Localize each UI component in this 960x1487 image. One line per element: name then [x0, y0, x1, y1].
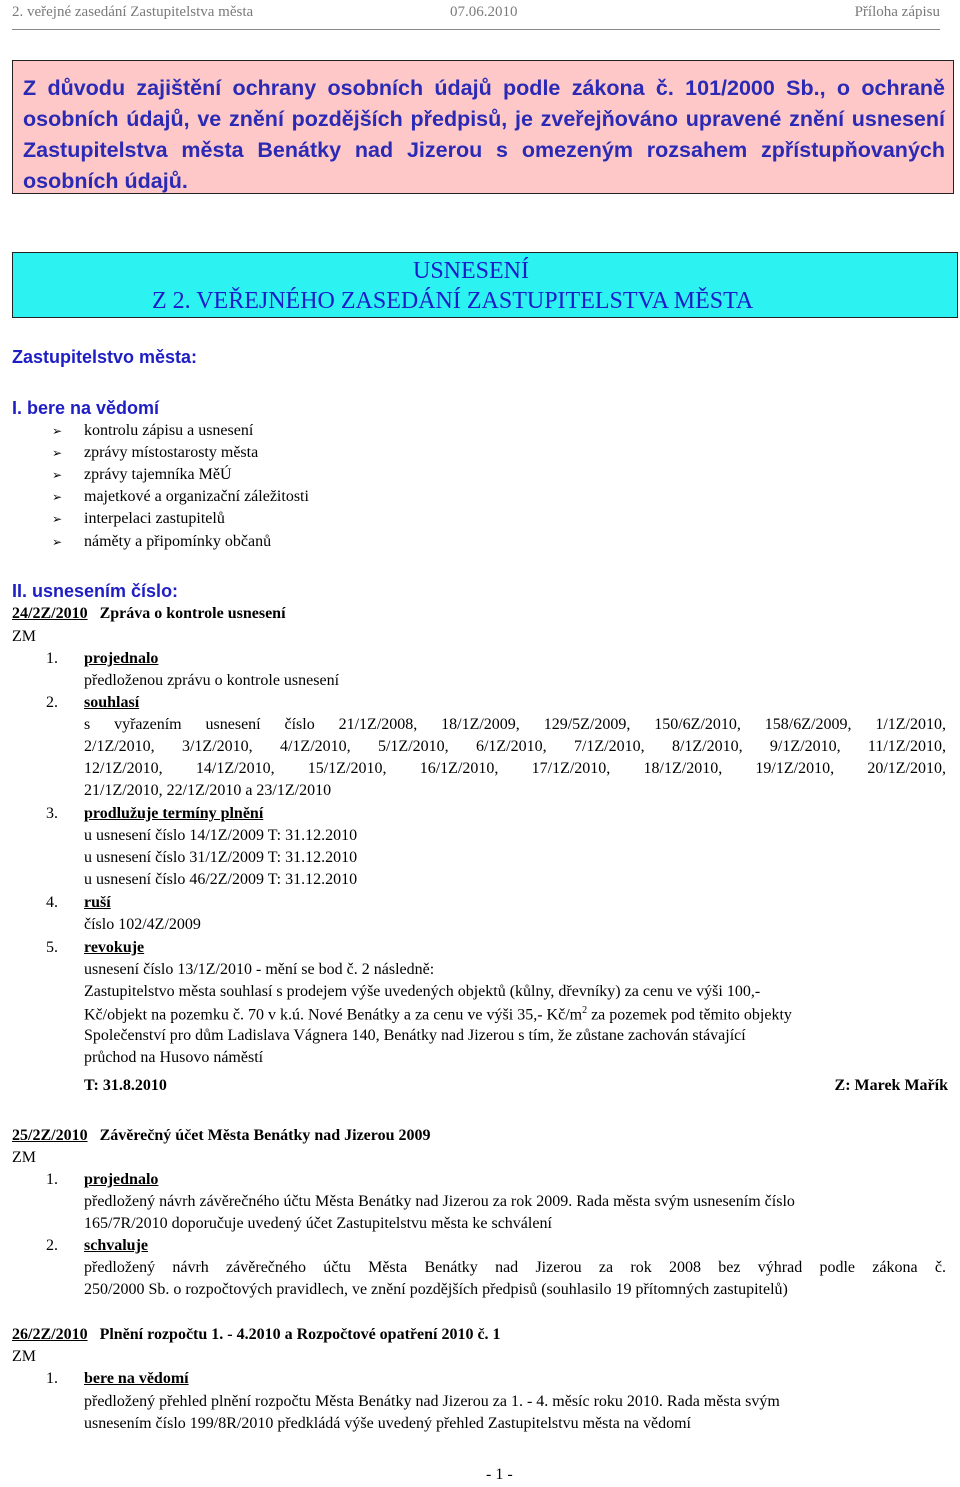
verb-rusi: ruší [84, 894, 111, 911]
item-text: průchod na Husovo náměstí [84, 1049, 264, 1066]
resolution-title-box [12, 252, 958, 318]
item-number: 2. [46, 1237, 58, 1254]
item-text: předloženou zprávu o kontrole usnesení [84, 672, 340, 689]
item-number: 5. [46, 939, 58, 956]
verb-prodluzuje: prodlužuje termíny plnění [84, 805, 264, 822]
verb-projednalo: projednalo [84, 1171, 159, 1188]
arrow-bullet-icon: ➢ [52, 490, 63, 504]
resolution-number: 24/2Z/2010 [12, 605, 88, 622]
verb-schvaluje: schvaluje [84, 1237, 148, 1254]
item-text: 12/1Z/2010, 14/1Z/2010, 15/1Z/2010, 16/1Z/2010, 17/1Z/2010, 18/1Z/2010, 19/1Z/2010, 20/1Z/2010, [84, 760, 946, 777]
arrow-bullet-icon: ➢ [52, 512, 63, 526]
item-text: Zastupitelstvo města souhlasí s prodejem výše uvedených objektů (kůlny, dřevníky) za cenu ve výši 100,- [84, 983, 761, 1000]
zm-label: ZM [12, 628, 36, 645]
item-text: u usnesení číslo 14/1Z/2009 T: 31.12.2010 [84, 827, 358, 844]
page-header [12, 3, 940, 30]
resolution-title: Závěrečný účet Města Benátky nad Jizerou 2009 [99, 1127, 431, 1144]
resolution-number: 25/2Z/2010 [12, 1127, 88, 1144]
title-line-1: USNESENÍ [413, 258, 530, 284]
verb-bere-na-vedomi: bere na vědomí [84, 1370, 189, 1387]
list-item: ➢ náměty a připomínky občanů [52, 533, 272, 550]
item-text: předložený přehled plnění rozpočtu Města Benátky nad Jizerou za 1. - 4. měsíc roku 2010. Rada města svým [84, 1393, 780, 1410]
header-attachment: Příloha zápisu [854, 4, 940, 20]
item-text: číslo 102/4Z/2009 [84, 916, 201, 933]
part2-heading: II. usnesením číslo: [12, 581, 179, 601]
responsible-person: Z: Marek Mařík [834, 1077, 948, 1094]
arrow-bullet-icon: ➢ [52, 424, 63, 438]
verb-revokuje: revokuje [84, 939, 145, 956]
zm-label: ZM [12, 1149, 36, 1166]
item-text: 250/2000 Sb. o rozpočtových pravidlech, ve znění pozdějších předpisů (souhlasilo 19 přítomných zastupitelů) [84, 1281, 788, 1298]
list-item: ➢ zprávy místostarosty města [52, 444, 259, 461]
item-text: usnesení číslo 13/1Z/2010 - mění se bod č. 2 následně: [84, 961, 435, 978]
resolution-25-header [12, 1127, 431, 1145]
item-text: předložený návrh závěrečného účtu Města Benátky nad Jizerou za rok 2008 bez výhrad podle zákona č. [84, 1259, 946, 1276]
item-text: u usnesení číslo 46/2Z/2009 T: 31.12.2010 [84, 871, 358, 888]
header-meeting: 2. veřejné zasedání Zastupitelstva města [12, 4, 254, 20]
term-date: T: 31.8.2010 [84, 1077, 167, 1094]
resolution-title: Plnění rozpočtu 1. - 4.2010 a Rozpočtové opatření 2010 č. 1 [99, 1326, 501, 1343]
verb-souhlasi: souhlasí [84, 694, 140, 711]
item-text: předložený návrh závěrečného účtu Města Benátky nad Jizerou za rok 2009. Rada města svým usnesením číslo [84, 1193, 795, 1210]
item-text: 21/1Z/2010, 22/1Z/2010 a 23/1Z/2010 [84, 782, 332, 799]
item-number: 1. [46, 1370, 58, 1387]
item-number: 4. [46, 894, 58, 911]
item-number: 3. [46, 805, 58, 822]
resolution-title: Zpráva o kontrole usnesení [99, 605, 286, 622]
item-number: 1. [46, 1171, 58, 1188]
header-date: 07.06.2010 [450, 4, 518, 20]
item-text: 2/1Z/2010, 3/1Z/2010, 4/1Z/2010, 5/1Z/2010, 6/1Z/2010, 7/1Z/2010, 8/1Z/2010, 9/1Z/2010, 11/1Z/2010, [84, 738, 946, 755]
subject-heading: Zastupitelstvo města: [12, 347, 198, 367]
item-text: Společenství pro dům Ladislava Vágnera 140, Benátky nad Jizerou s tím, že zůstane zachován stávající [84, 1027, 746, 1044]
item-text: Kč/objekt na pozemku č. 70 v k.ú. Nové Benátky a za cenu ve výši 35,- $Kč/m^2$ za pozemek pod těmito objekty [84, 1005, 792, 1024]
list-item: ➢ interpelaci zastupitelů [52, 510, 225, 527]
arrow-bullet-icon: ➢ [52, 535, 63, 549]
resolution-number: 26/2Z/2010 [12, 1326, 88, 1343]
list-item: ➢ zprávy tajemníka MěÚ [52, 466, 232, 483]
item-text: s vyřazením usnesení číslo 21/1Z/2008, 18/1Z/2009, 129/5Z/2009, 150/6Z/2010, 158/6Z/2009, 1/1Z/2010, [84, 716, 946, 733]
zm-label: ZM [12, 1348, 36, 1365]
list-item: ➢ majetkové a organizační záležitosti [52, 488, 309, 505]
list-item: ➢ kontrolu zápisu a usnesení [52, 422, 254, 439]
item-number: 2. [46, 694, 58, 711]
item-text: 165/7R/2010 doporučuje uvedený účet Zastupitelstvu města ke schválení [84, 1215, 552, 1232]
item-text: u usnesení číslo 31/1Z/2009 T: 31.12.2010 [84, 849, 358, 866]
title-line-2: Z 2. VEŘEJNÉHO ZASEDÁNÍ ZASTUPITELSTVA MĚSTA [152, 288, 754, 314]
part1-heading: I. bere na vědomí [12, 398, 160, 418]
resolution-26-header [12, 1326, 501, 1344]
page-number: - 1 - [486, 1466, 513, 1483]
privacy-notice: Z důvodu zajištění ochrany osobních údajů podle zákona č. 101/2000 Sb., o ochraně osobních údajů, ve znění pozdějších předpisů, je zveřejňováno upravené znění usnesení Zastupitelstva města Benátky nad Jizerou s omezeným rozsahem zpřístupňovaných osobních údajů. [12, 60, 954, 194]
arrow-bullet-icon: ➢ [52, 468, 63, 482]
resolution-24-header [12, 605, 286, 623]
verb-projednalo: projednalo [84, 650, 159, 667]
arrow-bullet-icon: ➢ [52, 446, 63, 460]
item-text: usnesením číslo 199/8R/2010 předkládá výše uvedený přehled Zastupitelstvu města na vědomí [84, 1415, 691, 1432]
item-number: 1. [46, 650, 58, 667]
